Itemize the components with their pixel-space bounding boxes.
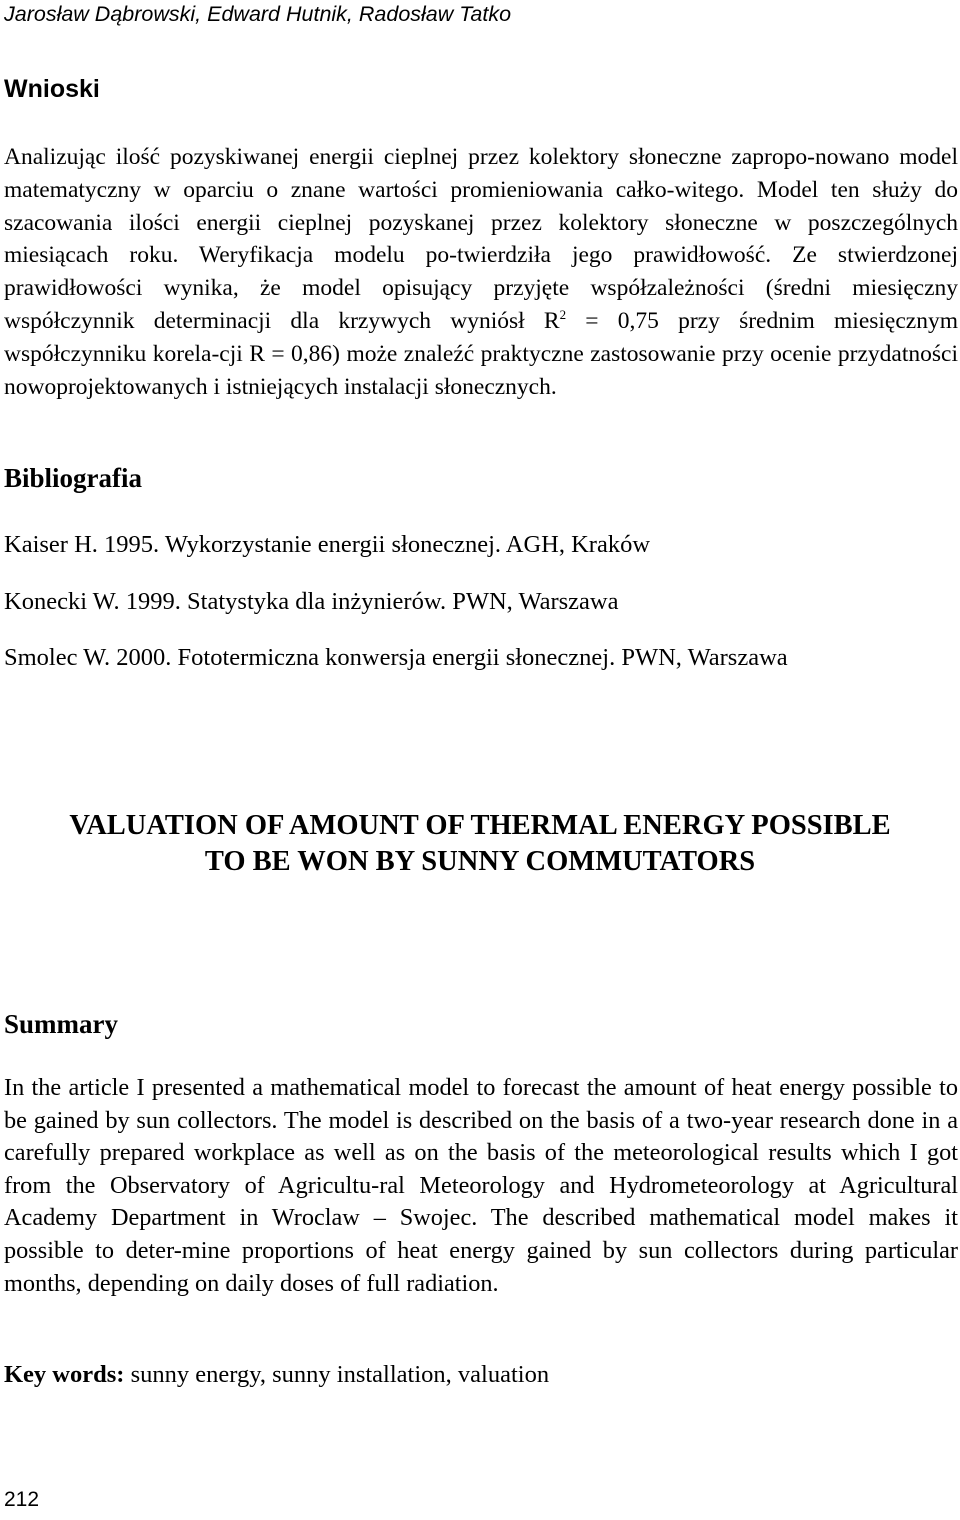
english-article-title [0, 808, 960, 880]
summary-paragraph: In the article I presented a mathematical model to forecast the amount of heat energy possible to be gained by sun collectors. The model is described on the basis of a two-year research done in a carefully prepared workplace as well as on the basis of the meteorological results which I got from the Observatory of Agricultu-ral Meteorology and Hydrometeorology at Agricultural Academy Department in Wroclaw – Swojec. The described mathematical model makes it possible to deter-mine proportions of heat energy gained by sun collectors during particular months, depending on daily doses of full radiation. [4, 1074, 958, 1297]
conclusions-text-part1: Analizując ilość pozyskiwanej energii cieplnej przez kolektory słoneczne zapropo-nowano model matematyczny w oparciu o znane wartości promieniowania całko-witego. Model ten służy do szacowania ilości energii cieplnej pozyskanej przez kolektory słoneczne w poszczególnych miesiącach roku. Weryfikacja modelu po-twierdziła jego prawidłowość. Ze stwierdzonej prawidłowości wynika, że model opisujący przyjęte współzależności (średni miesięczny współczynnik determinacji dla krzywych wyniósł R [4, 144, 958, 334]
running-header-authors: Jarosław Dąbrowski, Edward Hutnik, Radosław Tatko [4, 2, 512, 26]
bibliography-heading: Bibliografia [4, 463, 143, 493]
bibliography-entry: Smolec W. 2000. Fototermiczna konwersja energii słonecznej. PWN, Warszawa [4, 644, 788, 671]
keywords-label: Key words: [4, 1361, 125, 1388]
conclusions-paragraph [4, 141, 958, 403]
bibliography-entry: Kaiser H. 1995. Wykorzystanie energii słonecznej. AGH, Kraków [4, 531, 651, 558]
english-title-line-2: TO BE WON BY SUNNY COMMUTATORS [204, 846, 756, 877]
english-title-line-1: VALUATION OF AMOUNT OF THERMAL ENERGY POSSIBLE [69, 810, 891, 841]
conclusions-heading: Wnioski [4, 75, 100, 103]
page-number: 212 [4, 1488, 40, 1511]
summary-heading: Summary [4, 1009, 118, 1039]
keywords-value: sunny energy, sunny installation, valuation [130, 1361, 550, 1388]
r-squared-superscript: 2 [559, 306, 567, 322]
bibliography-entry: Konecki W. 1999. Statystyka dla inżynierów. PWN, Warszawa [4, 588, 619, 615]
conclusions-text-part2: = 0,75 przy średnim miesięcznym współczynniku korela-cji R = 0,86) może znaleźć praktyczne zastosowanie przy ocenie przydatności nowoprojektowanych i istniejących instalacji słonecznych. [4, 307, 958, 400]
keywords-line [4, 1359, 549, 1391]
